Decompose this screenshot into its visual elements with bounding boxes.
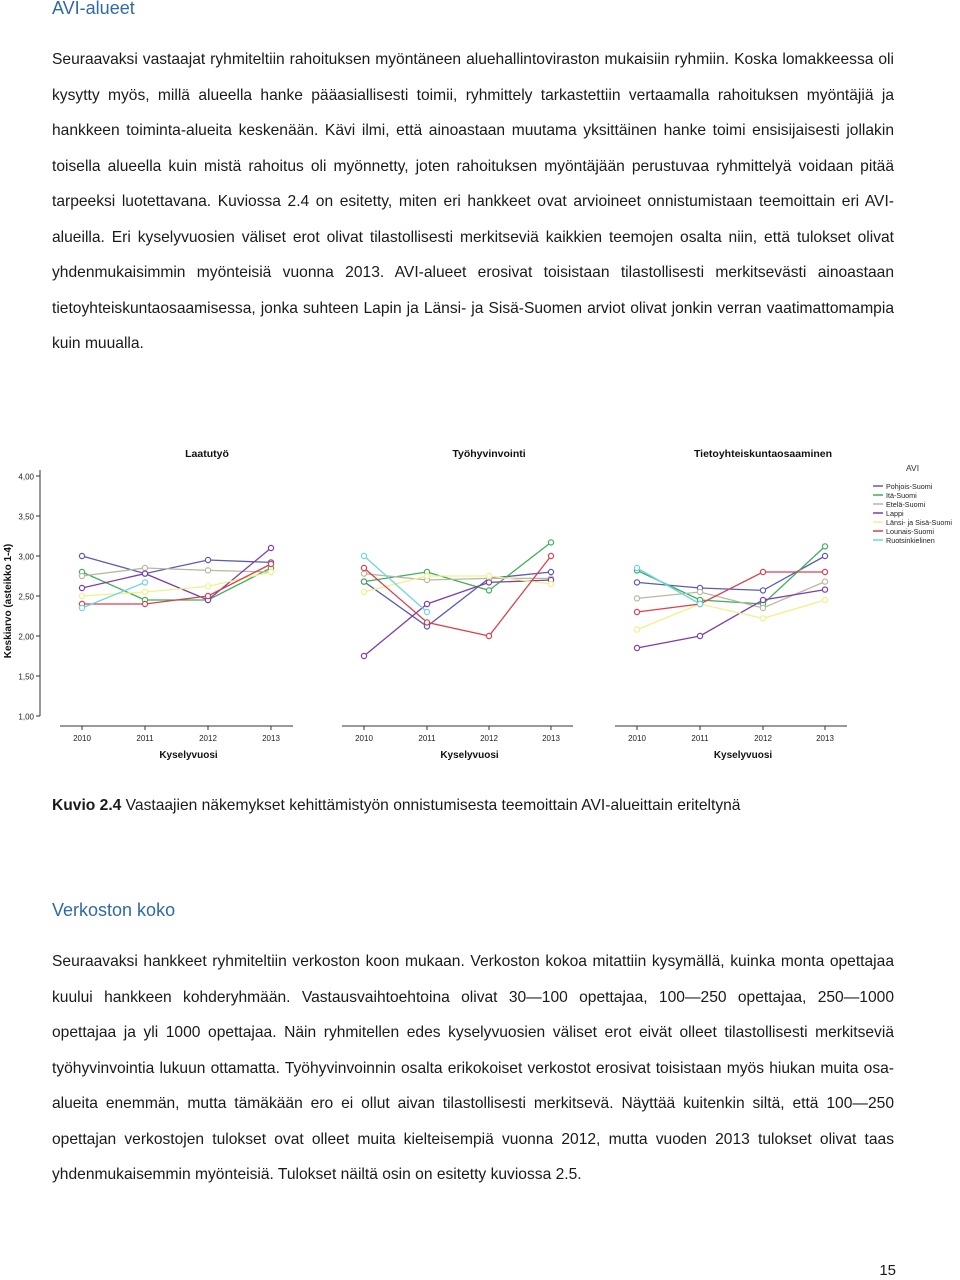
x-tick-label: 2010 xyxy=(73,734,91,743)
data-point xyxy=(760,616,765,621)
data-point xyxy=(634,565,639,570)
data-point xyxy=(268,569,273,574)
x-tick-label: 2013 xyxy=(816,734,834,743)
data-point xyxy=(361,589,366,594)
data-point xyxy=(424,601,429,606)
figure-caption xyxy=(52,795,740,817)
data-point xyxy=(760,605,765,610)
figure-caption-text: Vastaajien näkemykset kehittämistyön onnistumisesta teemoittain AVI-alueittain eriteltynä xyxy=(121,797,741,814)
x-tick-label: 2011 xyxy=(691,734,709,743)
chart-svg xyxy=(0,436,960,776)
y-tick-label: 1,50 xyxy=(18,672,34,682)
data-point xyxy=(697,601,702,606)
series-line xyxy=(637,568,700,604)
legend-entry-label: Lappi xyxy=(886,508,904,518)
data-point xyxy=(548,581,553,586)
data-point xyxy=(424,573,429,578)
y-tick-label: 2,00 xyxy=(18,632,34,642)
data-point xyxy=(79,585,84,590)
y-axis-title: Keskiarvo (asteikko 1-4) xyxy=(3,543,14,659)
data-point xyxy=(142,601,147,606)
legend-entry-label: Ruotsinkielinen xyxy=(886,535,935,545)
data-point xyxy=(424,620,429,625)
data-point xyxy=(697,633,702,638)
data-point xyxy=(634,627,639,632)
x-tick-label: 2013 xyxy=(262,734,280,743)
data-point xyxy=(822,597,827,602)
data-point xyxy=(822,569,827,574)
data-point xyxy=(79,573,84,578)
x-tick-label: 2011 xyxy=(418,734,436,743)
data-point xyxy=(142,589,147,594)
panel-title: Tietoyhteiskuntaosaaminen xyxy=(693,448,833,460)
data-point xyxy=(79,593,84,598)
x-axis-title: Kyselyvuosi xyxy=(713,750,773,761)
data-point xyxy=(486,573,491,578)
data-point xyxy=(486,633,491,638)
data-point xyxy=(634,596,639,601)
series-line xyxy=(364,542,551,590)
x-tick-label: 2011 xyxy=(136,734,154,743)
data-point xyxy=(486,580,491,585)
series-line xyxy=(637,600,825,630)
series-line xyxy=(637,572,825,612)
x-tick-label: 2012 xyxy=(480,734,498,743)
x-tick-label: 2012 xyxy=(754,734,772,743)
data-point xyxy=(205,584,210,589)
legend-entry-label: Itä-Suomi xyxy=(886,490,917,500)
data-point xyxy=(760,588,765,593)
x-axis-title: Kyselyvuosi xyxy=(159,750,218,761)
x-tick-label: 2012 xyxy=(199,734,217,743)
x-tick-label: 2013 xyxy=(542,734,560,743)
y-tick-label: 1,00 xyxy=(18,712,34,722)
data-point xyxy=(697,589,702,594)
data-point xyxy=(205,557,210,562)
data-point xyxy=(361,579,366,584)
series-line xyxy=(82,548,271,600)
data-point xyxy=(361,653,366,658)
y-tick-label: 3,50 xyxy=(18,512,34,522)
data-point xyxy=(822,544,827,549)
x-tick-label: 2010 xyxy=(628,734,646,743)
data-point xyxy=(142,565,147,570)
y-tick-label: 3,00 xyxy=(18,552,34,562)
data-point xyxy=(548,553,553,558)
y-tick-label: 2,50 xyxy=(18,592,34,602)
x-tick-label: 2010 xyxy=(355,734,373,743)
avi-line-charts xyxy=(0,436,960,776)
body-paragraph-avi: Seuraavaksi vastaajat ryhmiteltiin rahoituksen myöntäneen aluehallintoviraston mukaisiin ryhmiin. Koska lomakkeessa oli kysytty myös, millä alueella hanke pääasiallisesti toimii, ryhmittely tarkastettiin vertaamalla rahoituksen myöntäjiä ja hankkeen toiminta-alueita keskenään. Kävi ilmi, että ainoastaan muutama yksittäinen hanke toimi ensisijaisesti jollakin toisella alueella kuin mistä rahoitus oli myönnetty, joten rahoituksen myöntäjään perustuvaa ryhmittelyä voidaan pitää tarpeeksi luotettavana. Kuviossa 2.4 on esitetty, miten eri hankkeet ovat arvioineet onnistumistaan teemoittain eri AVI-alueilla. Eri kyselyvuosien väliset erot olivat tilastollisesti merkitseviä kaikkien teemojen osalta niin, että tulokset olivat yhdenmukaisimmin myönteisiä vuonna 2013. AVI-alueet erosivat toisistaan tilastollisesti merkitsevästi ainoastaan tietoyhteiskuntaosaamisessa, jonka suhteen Lapin ja Länsi- ja Sisä-Suomen arviot olivat jonkin verran vaatimattomampia kuin muualla. xyxy=(52,51,894,352)
legend-entry-label: Etelä-Suomi xyxy=(886,499,926,509)
data-point xyxy=(205,568,210,573)
body-paragraph-network: Seuraavaksi hankkeet ryhmiteltiin verkoston koon mukaan. Verkoston kokoa mitattiin kysymällä, kuinka monta opettajaa kuului hankkeen kohderyhmään. Vastausvaihtoehtoina olivat 30—100 opettajaa, 100—250 opettajaa, 250—1000 opettajaa ja yli 1000 opettajaa. Näin ryhmitellen edes kyselyvuosien väliset erot eivät olleet tilastollisesti merkitseviä työhyvinvointia lukuun ottamatta. Työhyvinvoinnin osalta erikokoiset verkostot erosivat toisistaan myös hiukan muita osa-alueita enemmän, mutta tämäkään ero ei ollut aivan tilastollisesti merkitsevä. Näyttää kuitenkin siltä, että 100—250 opettajan verkostojen tulokset ovat olleet muita kielteisempiä vuonna 2012, mutta vuoden 2013 tulokset olivat taas yhdenmukaisemmin myönteisiä. Tulokset näiltä osin on esitetty kuviossa 2.5. xyxy=(52,953,894,1183)
data-point xyxy=(361,553,366,558)
data-point xyxy=(548,540,553,545)
data-point xyxy=(634,580,639,585)
data-point xyxy=(361,571,366,576)
data-point xyxy=(822,553,827,558)
legend-entry-label: Lounais-Suomi xyxy=(886,526,934,536)
data-point xyxy=(79,605,84,610)
section-heading-avi: AVI-alueet xyxy=(52,0,135,18)
data-point xyxy=(634,645,639,650)
data-point xyxy=(822,587,827,592)
data-point xyxy=(142,571,147,576)
page-number: 15 xyxy=(879,1262,896,1279)
data-point xyxy=(486,588,491,593)
panel-title: Työhyvinvointi xyxy=(452,448,526,460)
data-point xyxy=(760,569,765,574)
section-heading-network: Verkoston koko xyxy=(52,900,176,920)
figure-caption-label: Kuvio 2.4 xyxy=(52,797,122,814)
x-axis-title: Kyselyvuosi xyxy=(440,750,499,761)
data-point xyxy=(268,545,273,550)
data-point xyxy=(424,609,429,614)
data-point xyxy=(268,561,273,566)
data-point xyxy=(142,580,147,585)
data-point xyxy=(548,569,553,574)
data-point xyxy=(79,553,84,558)
data-point xyxy=(205,593,210,598)
data-point xyxy=(822,579,827,584)
series-line xyxy=(364,556,551,636)
data-point xyxy=(361,565,366,570)
data-point xyxy=(760,597,765,602)
legend-entry-label: Länsi- ja Sisä-Suomi xyxy=(886,517,952,527)
y-tick-label: 4,00 xyxy=(18,472,34,482)
panel-title: Laatutyö xyxy=(185,448,229,460)
legend-entry-label: Pohjois-Suomi xyxy=(886,481,933,491)
data-point xyxy=(634,609,639,614)
legend-title: AVI xyxy=(906,463,920,473)
